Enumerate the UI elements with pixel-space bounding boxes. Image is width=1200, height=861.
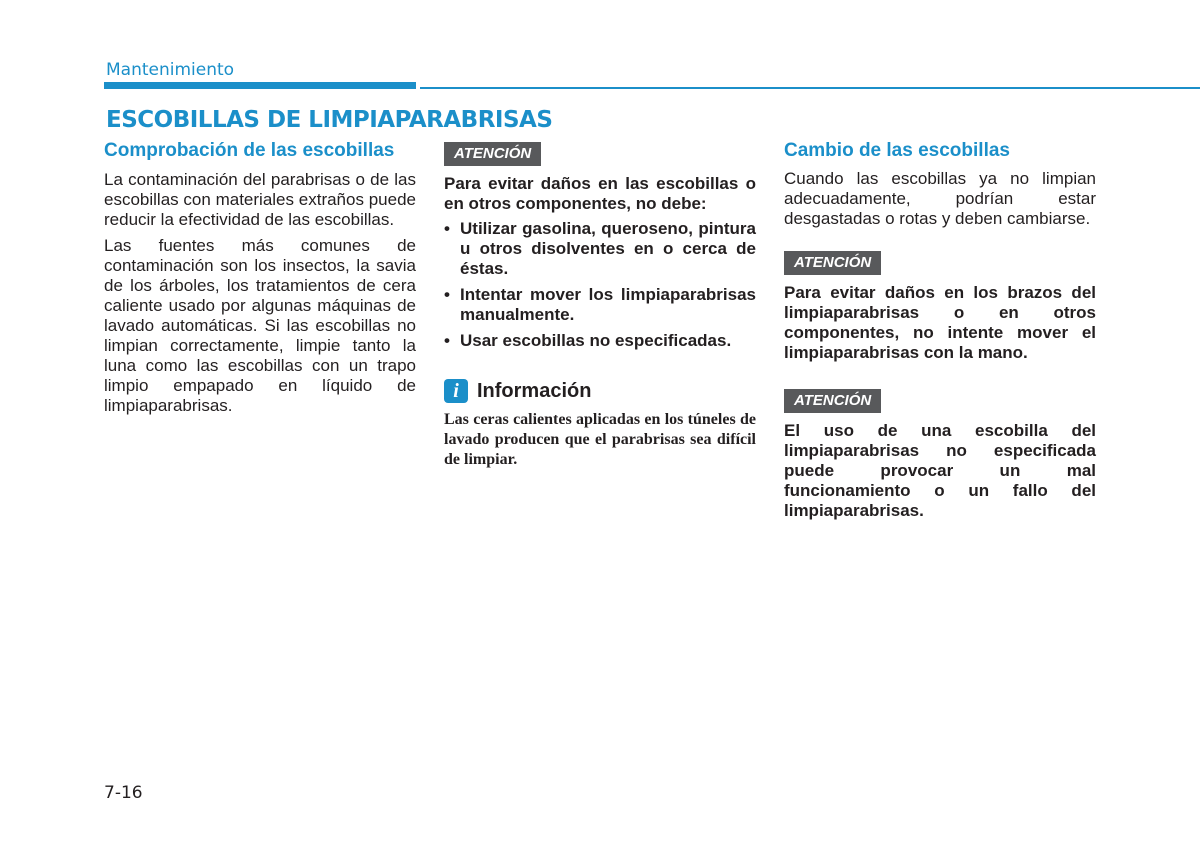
info-title: Información	[477, 379, 592, 402]
info-header	[444, 379, 756, 403]
warning-block-1	[784, 251, 1096, 363]
list-item-text: Intentar mover los limpiaparabrisas manualmente.	[460, 285, 756, 324]
warning-text-unspecified: El uso de una escobilla del limpiaparabrisas no especificada puede provocar un mal funcionamiento o un fallo del limpiaparabrisas.	[784, 421, 1096, 520]
warning-badge: ATENCIÓN	[444, 142, 541, 166]
list-item-text: Usar escobillas no especificadas.	[460, 331, 732, 350]
subhead-check-blades: Comprobación de las escobillas	[104, 140, 395, 161]
bullet-icon: •	[444, 285, 450, 304]
warning-list	[444, 219, 756, 351]
warning-badge: ATENCIÓN	[784, 389, 881, 413]
warning-block-2	[784, 389, 1096, 521]
header-rule-thin	[420, 87, 1200, 89]
paragraph-sources: Las fuentes más comunes de contaminación son los insectos, la savia de los árboles, los tratamientos de cera caliente usado por algunas máquinas de lavado automáticas. Si las escobillas no limpian correctamente, limpie tanto la luna como las escobillas con un trapo limpio empapado en líquido de limpiaparabrisas.	[104, 236, 416, 415]
warning-badge: ATENCIÓN	[784, 251, 881, 275]
column-warning-info	[444, 142, 756, 470]
bullet-icon: •	[444, 219, 450, 238]
list-item	[444, 219, 756, 279]
list-item	[444, 285, 756, 325]
column-check-blades	[104, 140, 416, 422]
info-icon: i	[444, 379, 468, 403]
info-text: Las ceras calientes aplicadas en los túneles de lavado producen que el parabrisas sea difícil de limpiar.	[444, 411, 756, 468]
warning-text-arms: Para evitar daños en los brazos del limpiaparabrisas o en otros componentes, no intente mover el limpiaparabrisas con la mano.	[784, 283, 1096, 362]
paragraph-contamination: La contaminación del parabrisas o de las escobillas con materiales extraños puede reducir la efectividad de las escobillas.	[104, 170, 416, 229]
page-title: ESCOBILLAS DE LIMPIAPARABRISAS	[106, 107, 553, 133]
list-item	[444, 331, 756, 351]
subhead-replace-blades: Cambio de las escobillas	[784, 140, 1010, 161]
column-replace-blades	[784, 140, 1096, 526]
header-rule-thick	[104, 82, 416, 89]
paragraph-replace: Cuando las escobillas ya no limpian adecuadamente, podrían estar desgastadas o rotas y deben cambiarse.	[784, 169, 1096, 228]
page-number: 7-16	[104, 783, 143, 803]
bullet-icon: •	[444, 331, 450, 350]
list-item-text: Utilizar gasolina, queroseno, pintura u otros disolventes en o cerca de éstas.	[460, 219, 756, 278]
section-label: Mantenimiento	[106, 60, 235, 80]
warning-intro: Para evitar daños en las escobillas o en otros componentes, no debe:	[444, 174, 756, 213]
